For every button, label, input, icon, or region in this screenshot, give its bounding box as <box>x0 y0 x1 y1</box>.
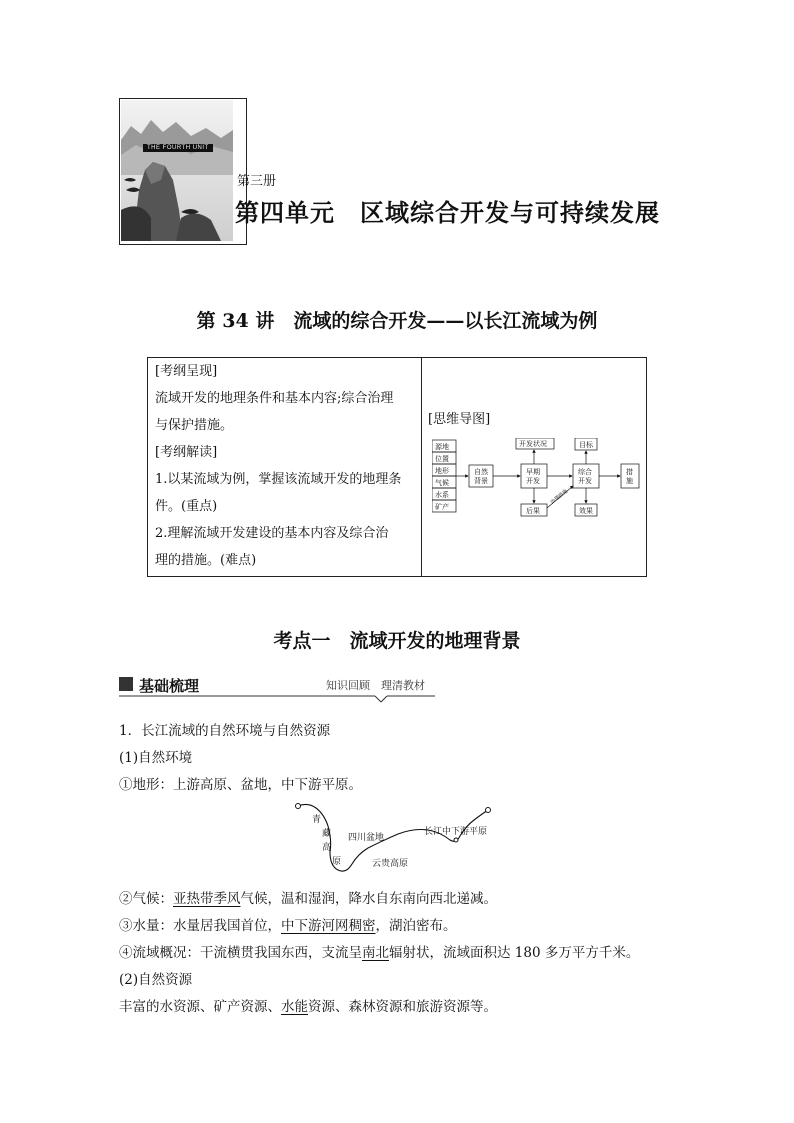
outline-line: [考纲呈现] <box>155 364 218 379</box>
climate-prefix: ②气候： <box>119 891 173 907</box>
water-suffix: ，湖泊密布。 <box>375 918 457 934</box>
measures-label: 措 <box>626 468 633 476</box>
basis-subtitle: 知识回顾 理清教材 <box>326 679 425 692</box>
river-label: 青 <box>312 815 322 825</box>
dev-status-label: 开发状况 <box>519 440 547 448</box>
climate-answer: 亚热带季风 <box>173 891 241 907</box>
factor-label: 气候 <box>435 479 449 487</box>
outline-line: 流域开发的地理条件和基本内容;综合治理 <box>155 391 394 406</box>
comprehensive-label: 综合 <box>578 468 592 476</box>
basin-answer: 南北 <box>362 945 389 961</box>
mountain-photo <box>121 100 233 241</box>
river-profile-figure <box>288 800 508 880</box>
resources-suffix: 资源、森林资源和旅游资源等。 <box>308 999 497 1015</box>
river-label: 四川盆地 <box>348 833 385 843</box>
early-dev-label: 早期 <box>526 468 540 476</box>
para-1: 1．长江流域的自然环境与自然资源 <box>119 723 331 739</box>
outline-line: 2.理解流域开发建设的基本内容及综合治 <box>155 526 389 541</box>
resources-answer: 水能 <box>281 999 308 1015</box>
comprehensive-label: 开发 <box>578 477 592 485</box>
para-3: ①地形：上游高原、盆地，中下游平原。 <box>119 777 362 793</box>
outline-text <box>155 358 417 574</box>
para-basin <box>119 941 639 961</box>
river-label: 长江中下游平原 <box>424 827 488 837</box>
factor-label: 源地 <box>435 443 449 451</box>
outline-line: 件。(重点) <box>155 499 218 514</box>
basis-label: 基础梳理 <box>139 677 200 695</box>
basis-square-icon <box>119 677 133 691</box>
river-label: 云贵高原 <box>372 859 409 869</box>
unit-tag: THE FOURTH UNIT <box>143 144 213 152</box>
river-label: 藏 <box>322 829 332 839</box>
lecture-title: 第 34 讲 流域的综合开发——以长江流域为例 <box>196 310 598 332</box>
river-label: 原 <box>332 857 342 867</box>
measures-label: 施 <box>626 477 633 485</box>
section-title: 考点一 流域开发的地理背景 <box>273 630 521 652</box>
factor-label: 矿产 <box>435 503 449 511</box>
para-climate <box>119 887 497 907</box>
mind-map <box>432 438 642 524</box>
basis-rule <box>119 694 435 708</box>
para-water <box>119 914 457 934</box>
goal-label: 目标 <box>579 441 593 449</box>
effect-label: 效果 <box>579 507 593 515</box>
outline-line: [考纲解读] <box>155 445 218 460</box>
para-resources <box>119 995 497 1015</box>
outline-line: 1.以某流域为例，掌握该流域开发的地理条 <box>155 472 402 487</box>
outline-line: 与保护措施。 <box>155 418 234 433</box>
climate-suffix: 气候，温和湿润，降水自东南向西北递减。 <box>240 891 497 907</box>
river-label: 高 <box>322 843 332 853</box>
basin-suffix: 辐射状，流域面积达 180 多万平方千米。 <box>389 945 640 961</box>
governance-label: 治理措施 <box>549 488 570 506</box>
factor-label: 位置 <box>435 455 449 463</box>
early-dev-label: 开发 <box>526 477 540 485</box>
para-2: (1)自然环境 <box>119 750 193 766</box>
water-answer: 中下游河网稠密 <box>281 918 376 934</box>
book-label: 第三册 <box>237 174 277 189</box>
water-prefix: ③水量：水量居我国首位， <box>119 918 281 934</box>
natural-bg-label: 背景 <box>474 477 488 485</box>
para-resources-heading: (2)自然资源 <box>119 972 193 988</box>
unit-title: 第四单元 区域综合开发与可持续发展 <box>235 199 660 227</box>
outline-line: 理的措施。(难点) <box>155 553 257 568</box>
table-divider <box>421 358 422 576</box>
factor-label: 水系 <box>435 491 449 499</box>
factor-label: 地形 <box>435 467 449 475</box>
basin-prefix: ④流域概况：干流横贯我国东西，支流呈 <box>119 945 362 961</box>
consequence-label: 后果 <box>526 507 540 515</box>
natural-bg-label: 自然 <box>474 468 488 476</box>
resources-prefix: 丰富的水资源、矿产资源、 <box>119 999 281 1015</box>
outline-table <box>147 357 647 577</box>
mindmap-title: [思维导图] <box>428 412 491 427</box>
